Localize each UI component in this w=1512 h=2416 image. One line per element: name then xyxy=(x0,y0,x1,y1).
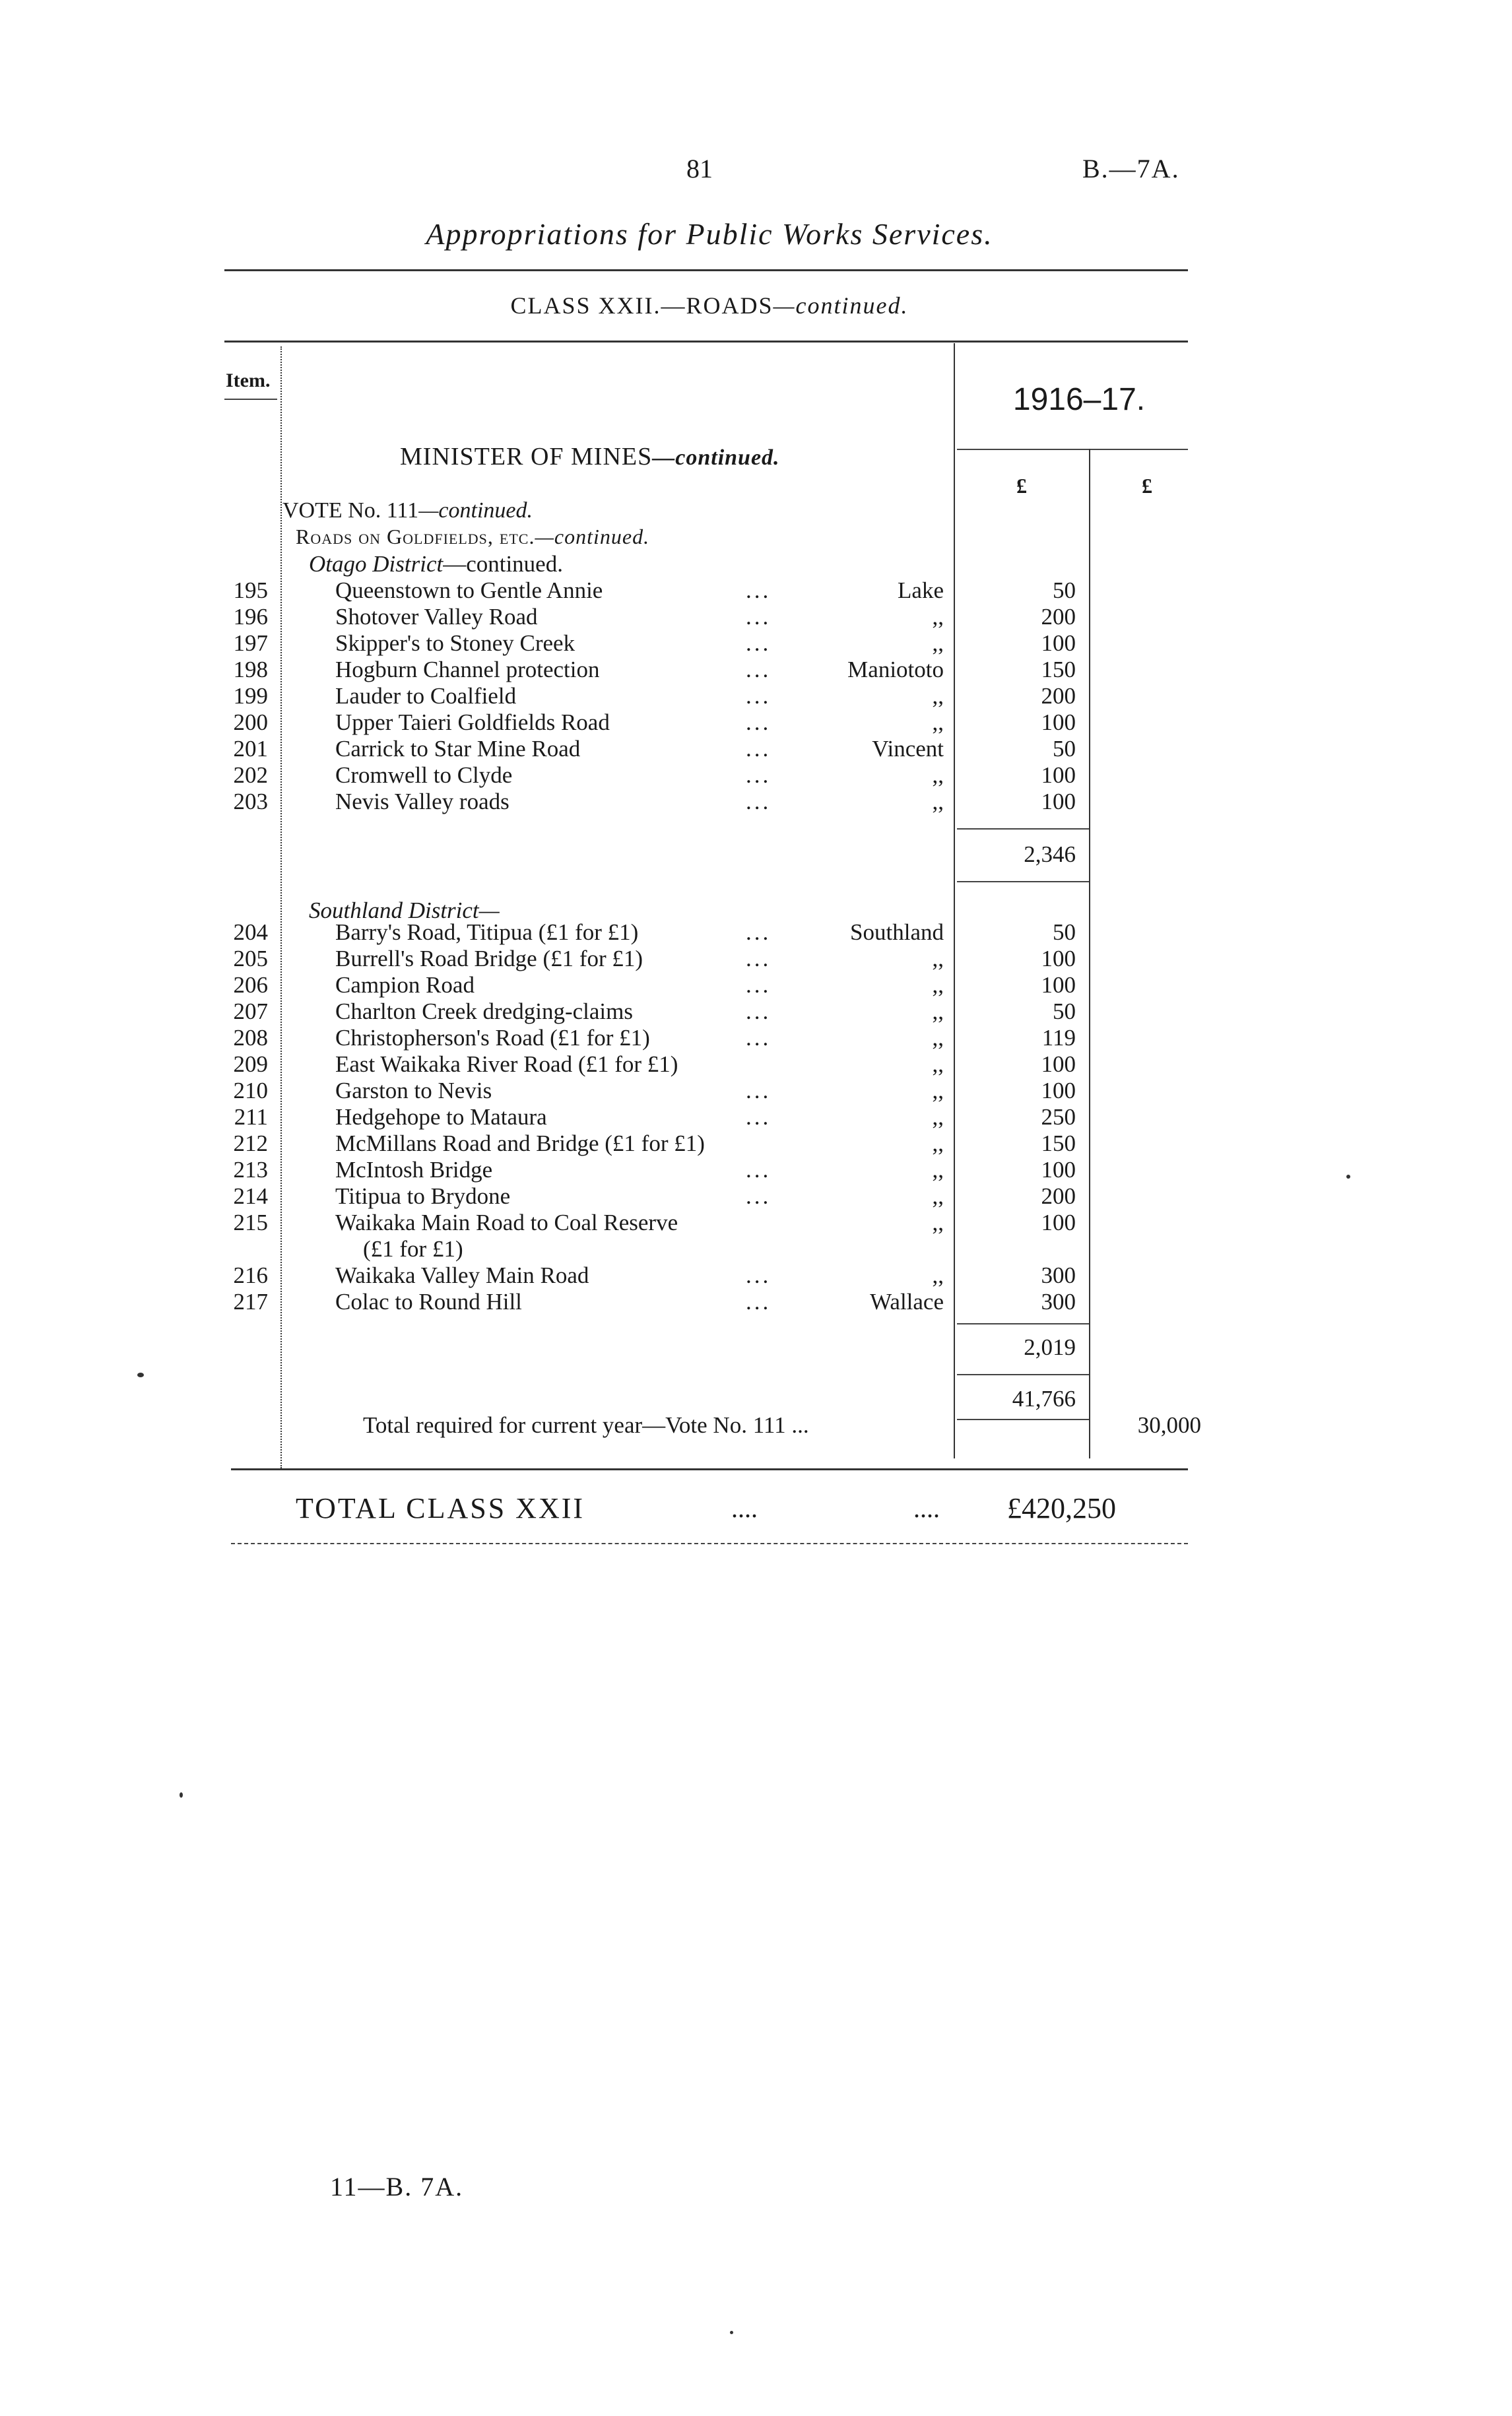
item-number: 204 xyxy=(233,919,268,945)
table-row xyxy=(0,1025,1512,1051)
row-amount: 100 xyxy=(1041,630,1076,656)
item-number: 198 xyxy=(233,657,268,682)
grand-total-amount: £420,250 xyxy=(1007,1492,1116,1524)
row-district: Vincent xyxy=(872,736,944,762)
item-number: 195 xyxy=(233,577,268,603)
scan-speck xyxy=(730,2331,733,2334)
row-leader-dots: ... xyxy=(746,1262,772,1288)
item-number: 202 xyxy=(233,762,268,788)
row-description: Nevis Valley roads xyxy=(335,789,509,814)
item-number: 207 xyxy=(233,998,268,1024)
row-district: ,, xyxy=(932,1051,944,1077)
row-district: ,, xyxy=(932,946,944,971)
southland-subtotal-rule xyxy=(957,1323,1089,1324)
row-description: Barry's Road, Titipua (£1 for £1) xyxy=(335,919,639,945)
table-row xyxy=(0,709,1512,736)
southland-subtotal-bottom-rule xyxy=(957,1374,1089,1375)
table-row xyxy=(0,577,1512,604)
page-title: Appropriations for Public Works Services. xyxy=(426,217,993,251)
row-amount: 200 xyxy=(1041,604,1076,630)
row-leader-dots: ... xyxy=(746,789,772,814)
table-row xyxy=(0,657,1512,683)
row-amount: 100 xyxy=(1041,789,1076,814)
item-number: 203 xyxy=(233,789,268,814)
vote-heading xyxy=(282,498,533,523)
row-district: ,, xyxy=(932,1104,944,1130)
subhead-text: Roads on Goldfields, etc. xyxy=(296,525,535,548)
row-leader-dots: ... xyxy=(746,919,772,945)
row-amount: 100 xyxy=(1041,1210,1076,1235)
item-number: 211 xyxy=(234,1104,268,1130)
year-header: 1916–17. xyxy=(1012,382,1146,417)
row-description: Campion Road xyxy=(335,972,475,998)
table-row xyxy=(0,1104,1512,1130)
row-district: ,, xyxy=(932,972,944,998)
row-description: (£1 for £1) xyxy=(363,1236,463,1262)
item-number: 216 xyxy=(233,1262,268,1288)
row-district: Lake xyxy=(898,577,944,603)
currency-right: £ xyxy=(1142,474,1152,498)
footer-signature: 11—B. 7A. xyxy=(330,2172,464,2202)
item-number: 197 xyxy=(233,630,268,656)
vote-total-left-rule xyxy=(957,1419,1089,1420)
minister-text: MINISTER OF MINES xyxy=(400,443,653,471)
table-row xyxy=(0,630,1512,657)
row-district: ,, xyxy=(932,1157,944,1183)
table-row xyxy=(0,1130,1512,1157)
table-top-rule xyxy=(224,341,1188,343)
table-row xyxy=(0,919,1512,946)
row-district: ,, xyxy=(932,1262,944,1288)
class-title-text: CLASS XXII.—ROADS xyxy=(510,292,773,319)
row-amount: 200 xyxy=(1041,683,1076,709)
vote-text: VOTE No. 111 xyxy=(282,498,419,523)
vote-total-right: 30,000 xyxy=(1137,1412,1201,1438)
row-leader-dots: ... xyxy=(746,657,772,682)
item-number: 214 xyxy=(233,1183,268,1209)
row-amount: 50 xyxy=(1053,736,1076,762)
southland-heading-text: Southland District— xyxy=(309,898,500,923)
item-number: 217 xyxy=(233,1289,268,1315)
minister-suffix: —continued. xyxy=(652,445,780,470)
row-description: Titipua to Brydone xyxy=(335,1183,511,1209)
table-row xyxy=(0,1289,1512,1315)
subhead-suffix: —continued. xyxy=(535,525,650,548)
row-district: ,, xyxy=(932,630,944,656)
table-row xyxy=(0,1236,1512,1262)
row-leader-dots: ... xyxy=(746,577,772,603)
vote-total-left: 41,766 xyxy=(1012,1386,1076,1412)
currency-left: £ xyxy=(1016,474,1027,498)
row-leader-dots: ... xyxy=(746,762,772,788)
item-number: 213 xyxy=(233,1157,268,1183)
row-district: ,, xyxy=(932,762,944,788)
table-row xyxy=(0,1078,1512,1104)
item-number: 205 xyxy=(233,946,268,971)
row-district: ,, xyxy=(932,683,944,709)
item-number: 210 xyxy=(233,1078,268,1103)
row-description: Carrick to Star Mine Road xyxy=(335,736,581,762)
row-description: Cromwell to Clyde xyxy=(335,762,513,788)
row-description: Colac to Round Hill xyxy=(335,1289,522,1315)
row-amount: 100 xyxy=(1041,1078,1076,1103)
row-amount: 300 xyxy=(1041,1289,1076,1315)
row-description: East Waikaka River Road (£1 for £1) xyxy=(335,1051,678,1077)
row-description: Charlton Creek dredging-claims xyxy=(335,998,633,1024)
row-description: Waikaka Main Road to Coal Reserve xyxy=(335,1210,678,1235)
row-amount: 100 xyxy=(1041,1051,1076,1077)
row-district: ,, xyxy=(932,1025,944,1051)
otago-subtotal-bottom-rule xyxy=(957,881,1089,882)
row-description: Upper Taieri Goldfields Road xyxy=(335,709,610,735)
item-number: 212 xyxy=(233,1130,268,1156)
row-district: ,, xyxy=(932,1210,944,1235)
row-amount: 150 xyxy=(1041,1130,1076,1156)
item-number: 201 xyxy=(233,736,268,762)
otago-subtotal: 2,346 xyxy=(1024,841,1076,867)
table-row xyxy=(0,1157,1512,1183)
row-leader-dots: ... xyxy=(746,998,772,1024)
item-number: 209 xyxy=(233,1051,268,1077)
vote-suffix: —continued. xyxy=(418,498,533,523)
row-description: Christopherson's Road (£1 for £1) xyxy=(335,1025,650,1051)
table-row xyxy=(0,789,1512,815)
row-district: ,, xyxy=(932,709,944,735)
row-leader-dots: ... xyxy=(746,972,772,998)
row-description: Garston to Nevis xyxy=(335,1078,492,1103)
table-row xyxy=(0,1183,1512,1210)
item-header-underline xyxy=(224,399,277,400)
row-description: Waikaka Valley Main Road xyxy=(335,1262,589,1288)
item-number: 208 xyxy=(233,1025,268,1051)
row-description: Hedgehope to Mataura xyxy=(335,1104,547,1130)
row-amount: 100 xyxy=(1041,972,1076,998)
scan-speck xyxy=(180,1792,183,1798)
grand-total-label: TOTAL CLASS XXII xyxy=(296,1492,585,1524)
table-row xyxy=(0,998,1512,1025)
scan-speck xyxy=(137,1373,144,1377)
table-row xyxy=(0,946,1512,972)
otago-heading-suffix: —continued. xyxy=(443,551,563,577)
vote-total-label: Total required for current year—Vote No. 111 ... xyxy=(363,1412,809,1438)
row-description: McIntosh Bridge xyxy=(335,1157,493,1183)
document-reference: B.—7A. xyxy=(1082,154,1180,183)
row-amount: 50 xyxy=(1053,577,1076,603)
row-description: Burrell's Road Bridge (£1 for £1) xyxy=(335,946,643,971)
otago-heading-text: Otago District xyxy=(309,551,444,577)
class-title-suffix: —continued. xyxy=(773,292,909,319)
otago-heading xyxy=(309,551,563,577)
table-row xyxy=(0,1262,1512,1289)
class-title xyxy=(0,292,1419,319)
table-row xyxy=(0,1051,1512,1078)
row-amount: 50 xyxy=(1053,919,1076,945)
row-leader-dots: ... xyxy=(746,946,772,971)
row-leader-dots: ... xyxy=(746,709,772,735)
table-row xyxy=(0,683,1512,709)
row-amount: 200 xyxy=(1041,1183,1076,1209)
item-column-header: Item. xyxy=(226,370,271,391)
row-amount: 300 xyxy=(1041,1262,1076,1288)
row-district: ,, xyxy=(932,998,944,1024)
row-description: Hogburn Channel protection xyxy=(335,657,600,682)
page-number: 81 xyxy=(686,154,713,183)
item-number: 199 xyxy=(233,683,268,709)
row-leader-dots: ... xyxy=(746,1104,772,1130)
row-leader-dots: ... xyxy=(746,1183,772,1209)
row-amount: 119 xyxy=(1041,1025,1076,1051)
row-amount: 100 xyxy=(1041,762,1076,788)
title-rule xyxy=(224,269,1188,271)
row-district: ,, xyxy=(932,604,944,630)
row-description: Skipper's to Stoney Creek xyxy=(335,630,575,656)
table-row xyxy=(0,1210,1512,1236)
southland-subtotal: 2,019 xyxy=(1024,1334,1076,1360)
table-row xyxy=(0,604,1512,630)
subhead-heading xyxy=(296,525,649,549)
table-bottom-rule xyxy=(231,1468,1188,1470)
row-leader-dots: ... xyxy=(746,736,772,762)
table-row xyxy=(0,736,1512,762)
row-leader-dots: ... xyxy=(746,683,772,709)
row-district: ,, xyxy=(932,1183,944,1209)
row-leader-dots: ... xyxy=(746,630,772,656)
row-amount: 100 xyxy=(1041,709,1076,735)
row-amount: 150 xyxy=(1041,657,1076,682)
table-row xyxy=(0,972,1512,998)
item-number: 196 xyxy=(233,604,268,630)
row-district: Maniototo xyxy=(847,657,944,682)
row-leader-dots: ... xyxy=(746,1157,772,1183)
otago-subtotal-rule xyxy=(957,828,1089,830)
table-row xyxy=(0,762,1512,789)
row-description: Lauder to Coalfield xyxy=(335,683,517,709)
row-amount: 100 xyxy=(1041,1157,1076,1183)
row-leader-dots: ... xyxy=(746,604,772,630)
row-amount: 50 xyxy=(1053,998,1076,1024)
row-leader-dots: ... xyxy=(746,1078,772,1103)
row-district: ,, xyxy=(932,789,944,814)
row-district: Wallace xyxy=(870,1289,944,1315)
item-number: 200 xyxy=(233,709,268,735)
row-district: ,, xyxy=(932,1130,944,1156)
item-number: 215 xyxy=(233,1210,268,1235)
row-description: McMillans Road and Bridge (£1 for £1) xyxy=(335,1130,705,1156)
grand-total-rule xyxy=(231,1543,1188,1544)
row-description: Shotover Valley Road xyxy=(335,604,538,630)
grand-total-dots-2: .... xyxy=(913,1493,940,1523)
year-header-rule xyxy=(957,449,1188,450)
row-district: Southland xyxy=(850,919,944,945)
scan-speck xyxy=(1346,1175,1350,1179)
grand-total-dots-1: .... xyxy=(731,1493,758,1523)
row-amount: 100 xyxy=(1041,946,1076,971)
row-description: Queenstown to Gentle Annie xyxy=(335,577,603,603)
row-leader-dots: ... xyxy=(746,1025,772,1051)
item-number: 206 xyxy=(233,972,268,998)
minister-heading xyxy=(400,442,780,471)
row-district: ,, xyxy=(932,1078,944,1103)
row-amount: 250 xyxy=(1041,1104,1076,1130)
row-leader-dots: ... xyxy=(746,1289,772,1315)
